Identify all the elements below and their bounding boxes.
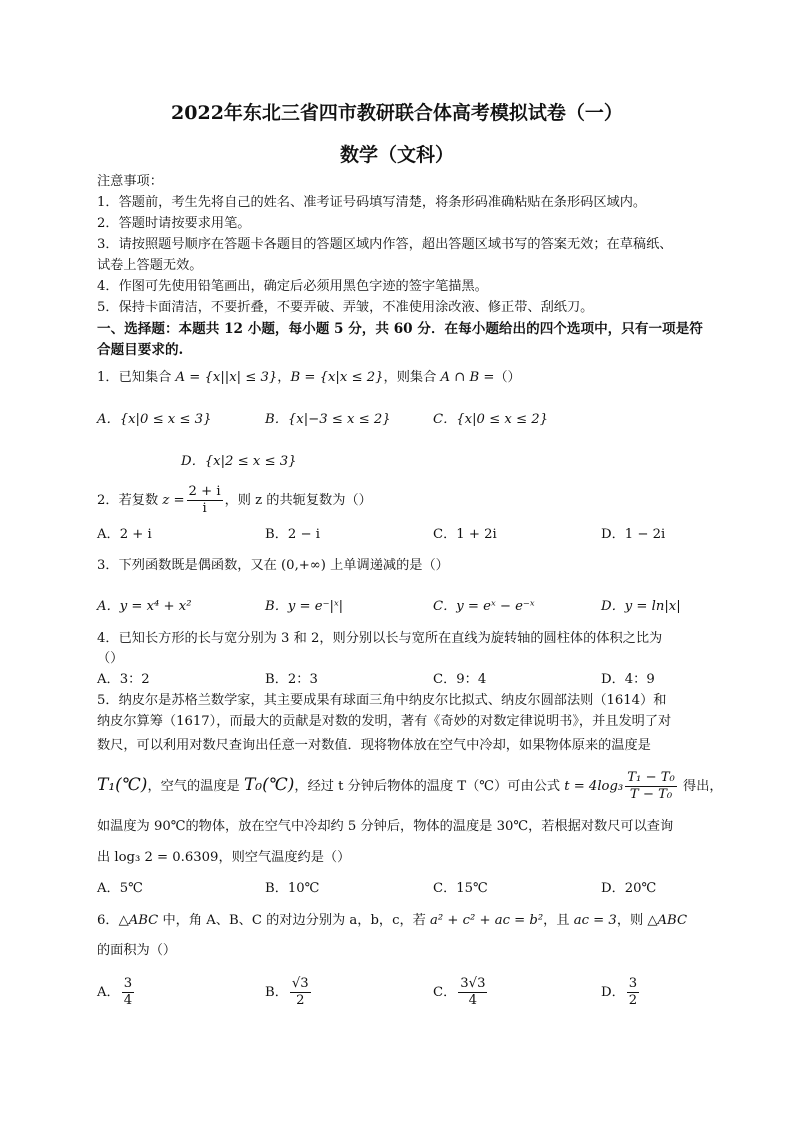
- set-a: A = {x||x| ≤ 3}: [175, 370, 278, 385]
- question-6: 6．△ABC 中，角 A、B、C 的对边分别为 a，b，c，若 a² + c² + ac = b²，且 ac = 3，则 △ABC: [97, 913, 688, 928]
- q2-option-c[interactable]: C．1 + 2i: [433, 527, 497, 542]
- notes-heading: 注意事项：: [97, 174, 163, 189]
- question-5-line6: 出 log₃ 2 = 0.6309，则空气温度约是（）: [97, 850, 351, 865]
- q6-option-a[interactable]: A． $\frac{3}{4}$: [97, 976, 133, 1008]
- q1-option-c[interactable]: C．{x|0 ≤ x ≤ 2}: [433, 412, 549, 427]
- q5-formula-fraction: $\frac{\text{T₁ − T₀}}{\text{T − T₀}}$: [627, 770, 675, 802]
- intersection-expr: A ∩ B =: [440, 370, 495, 385]
- note-2: 2．答题时请按要求用笔。: [97, 216, 251, 231]
- q2-option-b[interactable]: B．2 − i: [265, 527, 320, 542]
- q2-option-a[interactable]: A．2 + i: [97, 527, 152, 542]
- exam-subtitle: 数学（文科）: [339, 144, 454, 166]
- note-3: 3．请按照题号顺序在答题卡各题目的答题区域内作答，超出答题区域书写的答案无效；在草稿纸、: [97, 237, 673, 252]
- question-4: 4．已知长方形的长与宽分别为 3 和 2，则分别以长与宽所在直线为旋转轴的圆柱体的体积之比为: [97, 631, 663, 646]
- question-4-cont: （）: [97, 651, 124, 666]
- section-heading-cont: 合题目要求的.: [97, 342, 184, 358]
- question-5-line2: 纳皮尔算筹（1617），而最大的贡献是对数的发明，著有《奇妙的对数定律说明书》，并且发明了对: [97, 714, 672, 729]
- section-heading: 一、选择题：本题共 12 小题，每小题 5 分，共 60 分．在每小题给出的四个选项中，只有一项是符: [97, 321, 703, 337]
- q3-option-c[interactable]: C．y = eˣ − e⁻ˣ: [433, 599, 535, 614]
- q2-fraction: $\frac{2 + i}{i}$: [188, 484, 221, 516]
- q5-option-b[interactable]: B．10℃: [265, 881, 320, 896]
- question-1: 1．已知集合 A = {x||x| ≤ 3}，B = {x|x ≤ 2}，则集合 A ∩ B =（）: [97, 370, 521, 385]
- note-1: 1．答题前，考生先将自己的姓名、准考证号码填写清楚，将条形码准确粘贴在条形码区域内。: [97, 195, 647, 210]
- q5-option-d[interactable]: D．20℃: [601, 881, 657, 896]
- q3-option-b[interactable]: B．y = e⁻|ˣ|: [265, 599, 344, 614]
- question-3: 3．下列函数既是偶函数，又在 (0,+∞) 上单调递减的是（）: [97, 558, 449, 573]
- q3-option-d[interactable]: D．y = ln|x|: [601, 599, 681, 614]
- question-5-line3: 数尺，可以利用对数尺查询出任意一对数值．现将物体放在空气中冷却，如果物体原来的温度是: [97, 738, 651, 753]
- question-6-cont: 的面积为（）: [97, 943, 177, 958]
- q1-option-d[interactable]: D．{x|2 ≤ x ≤ 3}: [181, 454, 297, 469]
- q1-option-b[interactable]: B．{x|−3 ≤ x ≤ 2}: [265, 412, 391, 427]
- note-3-cont: 试卷上答题无效。: [97, 258, 203, 273]
- q4-option-b[interactable]: B．2：3: [265, 672, 318, 687]
- q1-option-a[interactable]: A．{x|0 ≤ x ≤ 3}: [97, 412, 212, 427]
- note-5: 5．保持卡面清洁，不要折叠，不要弄破、弄皱，不准使用涂改液、修正带、刮纸刀。: [97, 300, 594, 315]
- q4-option-a[interactable]: A．3：2: [97, 672, 150, 687]
- note-4: 4．作图可先使用铅笔画出，确定后必须用黑色字迹的签字笔描黑。: [97, 279, 488, 294]
- q4-option-c[interactable]: C．9：4: [433, 672, 487, 687]
- q6-option-d[interactable]: D． $\frac{3}{2}$: [601, 976, 638, 1008]
- set-b: B = {x|x ≤ 2}: [290, 370, 384, 385]
- q4-option-d[interactable]: D．4：9: [601, 672, 655, 687]
- question-5: 5．纳皮尔是苏格兰数学家，其主要成果有球面三角中纳皮尔比拟式、纳皮尔圆部法则（1614）和: [97, 693, 667, 708]
- q5-option-c[interactable]: C．15℃: [433, 881, 488, 896]
- q6-option-b[interactable]: B． $\frac{√3}{2}$: [265, 976, 309, 1008]
- question-5-line5: 如温度为 90℃的物体，放在空气中冷却约 5 分钟后，物体的温度是 30℃，若根据对数尺可以查询: [97, 819, 674, 834]
- question-5-line4: T₁(℃)，空气的温度是 T₀(℃)，经过 t 分钟后物体的温度 T（℃）可由公式 t = 4log₃ $\frac{\text{T₁ − T₀}}{\text{T − T₀}}$ 得出，: [97, 770, 723, 802]
- q2-option-d[interactable]: D．1 − 2i: [601, 527, 666, 542]
- q3-option-a[interactable]: A．y = x⁴ + x²: [97, 599, 192, 614]
- question-2: 2．若复数 z = $\frac{2 + i}{i}$ ，则 z 的共轭复数为（）: [97, 484, 372, 516]
- exam-title: 2022年东北三省四市教研联合体高考模拟试卷（一）: [171, 102, 623, 124]
- q5-option-a[interactable]: A．5℃: [97, 881, 143, 896]
- q6-option-c[interactable]: C． $\frac{3√3}{4}$: [433, 976, 486, 1008]
